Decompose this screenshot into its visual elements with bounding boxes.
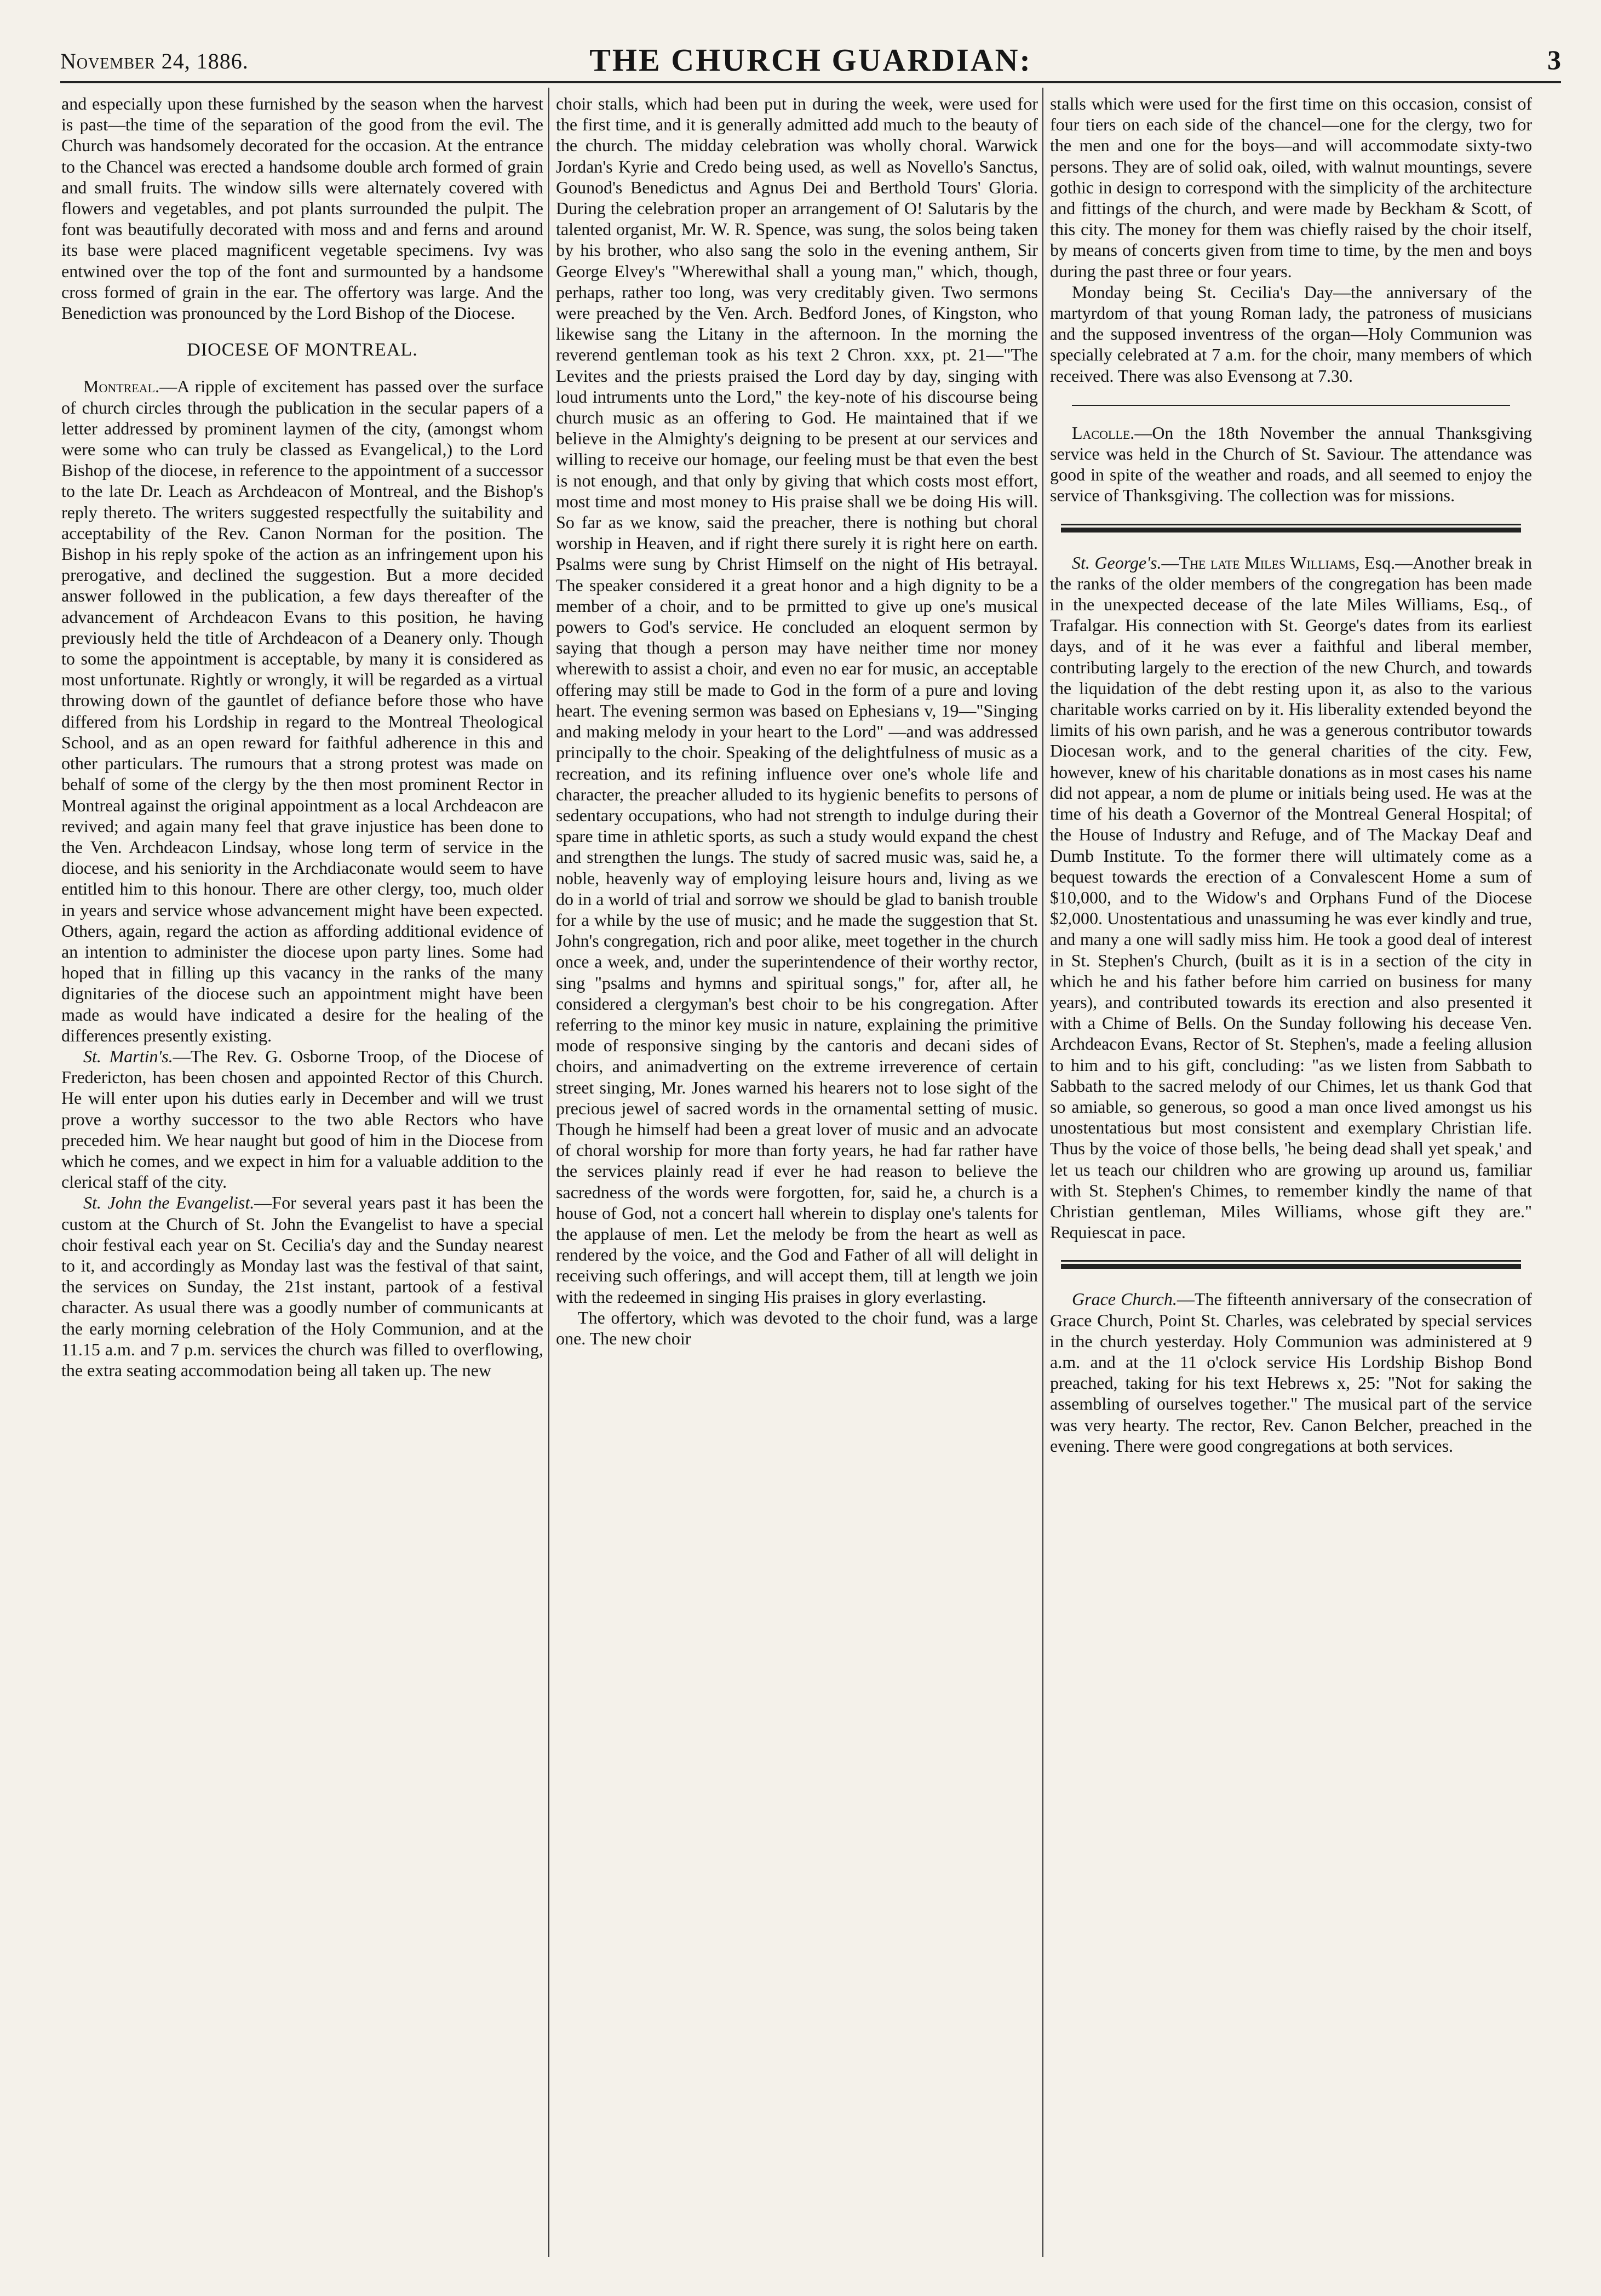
paragraph-caps: —The late Miles Williams, — [1161, 552, 1360, 572]
paragraph-lead: St. John the Evangelist. — [83, 1193, 255, 1213]
paragraph-text: —The fifteenth anniversary of the consecration of Grace Church, Point St. Charles, was celebrated by special services in the church yesterday. Holy Communion was administered at 9 a.m. and at the 11 o'clock service His Lordship Bishop Bond preached, taking for his text Hebrews x, 25: "Not for saking the assembling of ourselves together." The musical part of the service was very hearty. The rector, Rev. Canon Belcher, preached in the evening. There were good congregations at both services. — [1050, 1289, 1532, 1456]
paragraph: and especially upon these furnished by the season when the harvest is past—the time of the separation of the good from the evil. The Church was handsomely decorated for the occasion. At the entrance to the Chancel was erected a handsome double arch formed of grain and small fruits. The window sills were alternately covered with flowers and vegetables, and pot plants surrounded the pulpit. The font was beautifully decorated with moss and and ferns and around its base were placed magnificent vegetable specimens. Ivy was entwined over the top of the font and surmounted by a handsome cross formed of grain in the ear. The offertory was large. And the Benediction was pronounced by the Lord Bishop of the Diocese. — [61, 94, 543, 323]
paragraph-text: —On the 18th November the annual Thanksgiving service was held in the Church of St. Saviour. The attendance was good in spite of the weather and roads, and all seemed to enjoy the service of Thanksgiving. The collection was for missions. — [1050, 422, 1532, 506]
paragraph-lead: Montreal. — [83, 376, 160, 397]
paragraph-text: —A ripple of excitement has passed over the surface of church circles through the publication in the secular papers of a letter addressed by prominent laymen of the city, (amongst whom were some who can truly be classed as Evangelical,) to the Lord Bishop of the diocese, in reference to the appointment of a successor to the late Dr. Leach as Archdeacon of Montreal, and the Bishop's reply thereto. The writers suggested respectfully the suitability and acceptability of the Rev. Canon Norman for the position. The Bishop in his reply spoke of the action as an infringement upon his prerogative, and declined the suggestion. But a more decided answer followed in the publication, a few days thereafter of the advancement of Archdeacon Evans to this position, he having previously held the title of Archdeacon of a Deanery only. Though to some the appointment is acceptable, by many it is considered as most unfortunate. Rightly or wrongly, it will be regarded as a virtual throwing down of the gauntlet of defiance before those who have differed from his Lordship in regard to the Montreal Theological School, and as an open reward for faithful adherence in this and other particulars. The rumours that a strong protest was made on behalf of some of the clergy by the then most prominent Rector in Montreal against the original appointment as a local Archdeacon are revived; and again many feel that grave injustice has been done to the Ven. Archdeacon Lindsay, whose long term of service in the diocese, and his seniority in the Archdiaconate would seem to have entitled him to this honour. There are other clergy, too, much older in years and service whose advancement might have been expected. Others, again, regard the action as affording additional evidence of an intention to administer the diocese upon party lines. Some had hoped that in filling up this vacancy in the ranks of the many dignitaries of the diocese such an appointment might have been made as would have indicated a desire for the healing of the differences presently existing. — [61, 376, 543, 1045]
paragraph: Monday being St. Cecilia's Day—the anniversary of the martyrdom of that young Roman lady, the patroness of musicians and the supposed inventress of the organ—Holy Communion was specially celebrated at 7 a.m. for the choir, many members of which received. There was also Evensong at 7.30. — [1050, 282, 1532, 386]
paragraph: The offertory, which was devoted to the choir fund, was a large one. The new choir — [556, 1307, 1038, 1348]
paragraph: choir stalls, which had been put in during the week, were used for the first time, and it is generally admitted add much to the beauty of the church. The midday celebration was wholly choral. Warwick Jordan's Kyrie and Credo being used, as well as Novello's Sanctus, Gounod's Benedictus and Agnus Dei and Berthold Tours' Gloria. During the celebration proper an arrangement of O! Salutaris by the talented organist, Mr. W. R. Spence, was sung, the solos being taken by his brother, who also sang the solo in the evening anthem, Sir George Elvey's "Wherewithal shall a young man," which, though, perhaps, rather too long, was very creditably given. Two sermons were preached by the Ven. Arch. Bedford Jones, of Kingston, who likewise sang the Litany in the afternoon. In the morning the reverend gentleman took as his text 2 Chron. xxx, pt. 21—"The Levites and the priests praised the Lord day by day, singing with loud intruments unto the Lord," the key-note of his discourse being church music as an offering to God. He maintained that if we believe in the Almighty's deigning to be present at our services and willing to receive our homage, our feeling must be that even the best is not enough, and that only by giving that which costs most effort, most time and most money to His praise shall we be doing His will. So far as we know, said the preacher, there is nothing but choral worship in Heaven, and if right there surely it is right here on earth. Psalms were sung by Christ Himself on the night of His betrayal. The speaker considered it a great honor and a high dignity to be a member of a choir, and to be prmitted to give up one's musical powers to God's service. He concluded an eloquent sermon by saying that though a person may have neither time nor money wherewith to assist a choir, and even no ear for music, an acceptable offering may still be made to God in the form of a pure and loving heart. The evening sermon was based on Ephesians v, 19—"Singing and making melody in your heart to the Lord" —and was addressed principally to the choir. Speaking of the delightfulness of music as a recreation, and its refining influence over one's whole life and character, the preacher alluded to its hygienic benefits to persons of sedentary occupations, who had not strength to indulge during their spare time in athletic sports, as such a study would expand the chest and strengthen the lungs. The study of sacred music was, said he, a noble, heavenly way of employing leisure hours and, living as we do in a world of trial and sorrow we should be glad to banish trouble for a while by the use of music; and he made the suggestion that St. John's congregation, rich and poor alike, meet together in the church once a week, and, under the superintendence of their worthy rector, sing "psalms and hymns and spiritual songs," for, after all, he considered a clergyman's best choir to be his congregation. After referring to the minor key music in nature, explaining the primitive mode of responsive singing by the cantoris and decani sides of choirs, and animadverting on the extreme irreverence of certain street singing, Mr. Jones warned his hearers not to lose sight of the precious jewel of sacred words in the ornamental setting of music. Though he himself had been a great lover of music and an advocate of choral worship for more than forty years, he had far rather have the services plainly read if ever he had reason to believe the sacredness of the words were forgotten, for, said he, a church is a house of God, not a concert hall wherein to display one's talents for the applause of men. Let the melody be from the heart as well as rendered by the voice, and the God and Father of all will delight in receiving such offerings, and will accept them, till at length we join with the redeemed in singing His praises in glory everlasting. — [556, 94, 1038, 1307]
paragraph-text: —The Rev. G. Osborne Troop, of the Diocese of Fredericton, has been chosen and appointed Rector of this Church. He will enter upon his duties early in December and will we trust prove a worthy successor to the two able Rectors who have preceded him. We hear naught but good of him in the Diocese from which he comes, and we expect in him for a valuable addition to the clerical staff of the city. — [61, 1046, 543, 1192]
section-separator — [1050, 518, 1532, 540]
section-rule — [1072, 405, 1510, 406]
paragraph — [1050, 422, 1532, 506]
header-rule — [60, 81, 1561, 83]
paragraph-lead: Lacolle. — [1072, 422, 1135, 443]
masthead-title: THE CHURCH GUARDIAN: — [589, 42, 1032, 78]
page-header — [60, 38, 1561, 82]
paragraph — [61, 1192, 543, 1381]
paragraph — [61, 1046, 543, 1192]
column-3 — [1050, 93, 1532, 2257]
section-heading: DIOCESE OF MONTREAL. — [187, 340, 418, 360]
paragraph-text: Esq.—Another break in the ranks of the older members of the congregation has been made in the unexpected decease of the late Miles Williams, Esq., of Trafalgar. His connection with St. George's dates from its earliest days, and of it he was ever a faithful and liberal member, contributing largely to the erection of the new Church, and towards the liquidation of the debt resting upon it, as also to the various charitable works carried on by it. His liberality extended beyond the limits of his own parish, and he was a generous contributor towards Diocesan work, and to the general charities of the city. Few, however, knew of his charitable donations as in most cases his name did not appear, a nom de plume or initials being used. He was at the time of his death a Governor of the Montreal General Hospital; of the House of Industry and Refuge, and of The Mackay Deaf and Dumb Institute. To the former there will ultimately come as a bequest towards the erection of a Convalescent Home a sum of $10,000, and to the Widow's and Orphans Fund of the Diocese $2,000. Unostentatious and unassuming he was ever kindly and true, and many a one will sadly miss him. He took a good deal of interest in St. Stephen's Church, (built as it is in a section of the city in which he and his father before him carried on business for many years), and contributed towards its erection and also presented it with a Chime of Bells. On the Sunday following his decease Ven. Archdeacon Evans, Rector of St. Stephen's, made a feeling allusion to him and to his gift, concluding: "as we listen from Sabbath to Sabbath to the sacred melody of our Chimes, let us thank God that so amiable, so generous, so good a man once lived amongst us his unostentatious but most consistent and exemplary Christian life. Thus by the voice of those bells, 'he being dead shall yet speak,' and let us teach our children who are growing up around us, familiar with St. Stephen's Chimes, to remember kindly the name of that Christian gentleman, Miles Williams, whose gift they are." Requiescat in pace. — [1050, 552, 1532, 1243]
paragraph-lead: St. George's. — [1072, 552, 1162, 572]
paragraph-lead: St. Martin's. — [83, 1046, 173, 1066]
paragraph — [1050, 1289, 1532, 1456]
page-number: 3 — [1547, 44, 1561, 75]
paragraph — [1050, 552, 1532, 1243]
issue-date: November 24, 1886. — [60, 49, 249, 73]
paragraph — [61, 376, 543, 1046]
paragraph-lead: Grace Church. — [1072, 1289, 1177, 1309]
column-1 — [61, 93, 543, 2257]
column-2 — [556, 93, 1038, 2257]
paragraph: stalls which were used for the first time on this occasion, consist of four tiers on each side of the chancel—one for the clergy, two for the men and one for the boys—and will accommodate sixty-two persons. They are of solid oak, oiled, with walnut mountings, severe gothic in design to correspond with the simplicity of the architecture and fittings of the church, and were made by Beckham & Scott, of this city. The money for them was chiefly raised by the choir itself, by means of concerts given from time to time, by the men and boys during the past three or four years. — [1050, 94, 1532, 281]
section-separator — [1050, 1255, 1532, 1276]
column-divider — [548, 88, 549, 2257]
column-divider — [1042, 88, 1043, 2257]
paragraph-text: —For several years past it has been the custom at the Church of St. John the Evangelist to have a special choir festival each year on St. Cecilia's day and the Sunday nearest to it, and accordingly as Monday last was the festival of that saint, the services on Sunday, the 21st instant, partook of a festival character. As usual there was a goodly number of communicants at the early morning celebration of the Holy Communion, and at the 11.15 a.m. and 7 p.m. services the church was filled to overflowing, the extra seating accommodation being all taken up. The new — [61, 1193, 543, 1380]
